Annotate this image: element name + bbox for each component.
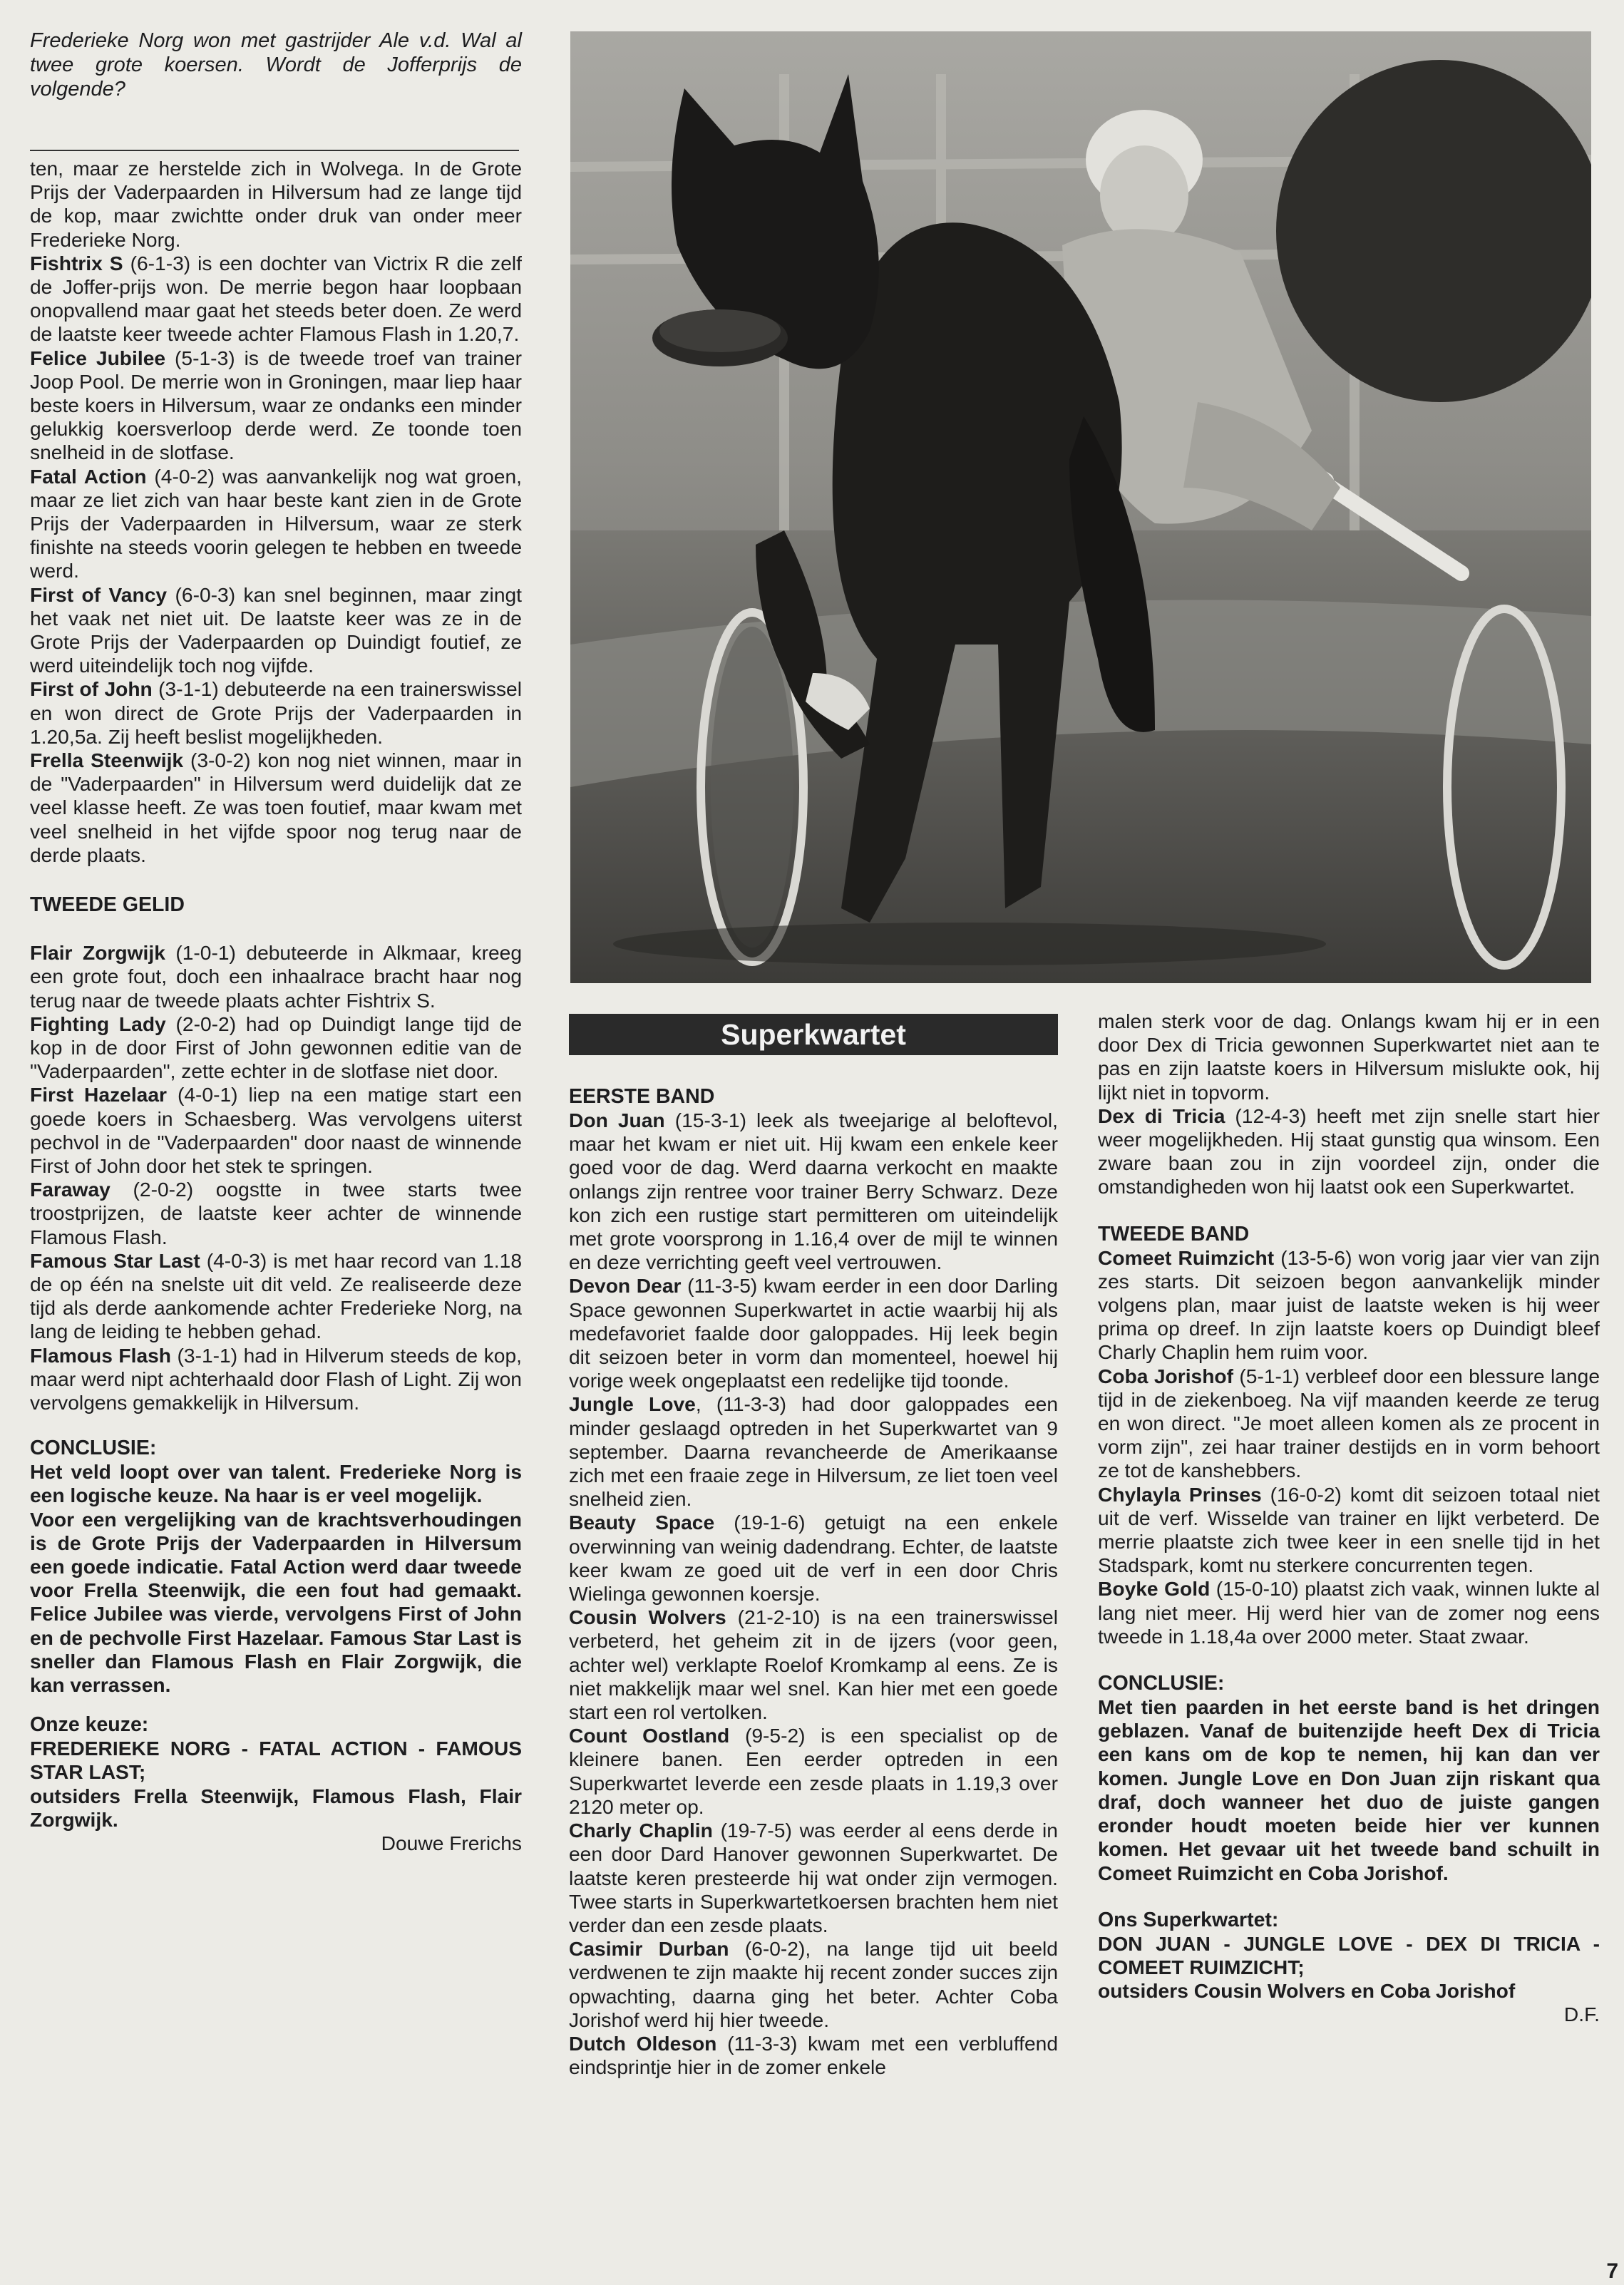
entry-fighting-lady xyxy=(30,1012,522,1084)
entry-name: Flamous Flash xyxy=(30,1343,172,1367)
entry-name: Frella Steenwijk xyxy=(30,749,184,772)
page-number: 7 xyxy=(1606,2259,1618,2283)
entry-boyke-gold xyxy=(1098,1577,1600,1648)
entry-name: Fatal Action xyxy=(30,464,147,488)
entry-name: Cousin Wolvers xyxy=(569,1606,726,1629)
entry-text: (3-1-1) debuteerde na een trainerswissel en won direct de Grote Prijs der Vaderpaarden in 1.20,5a. Zij heeft beslist mogelijkheden. xyxy=(30,677,522,748)
col1-intro: ten, maar ze herstelde zich in Wolvega. In de Grote Prijs der Vaderpaarden in Hilversum had ze lange tijd de kop, maar zwichtte onder druk van onder meer Frederieke Norg. xyxy=(30,157,522,251)
entry-first-of-vancy xyxy=(30,583,522,678)
column-2 xyxy=(569,1084,1058,2079)
author-signature-1: Douwe Frerichs xyxy=(381,1832,522,1854)
entry-text: , (11-3-3) had door galoppades een minder geslaagd optreden in het Superkwartet van 9 september. Daarna revancheerde de Amerikaanse zich met een fraaie zege in Hilversum, ze liet toen veel snelheid zien. xyxy=(569,1392,1058,1511)
entry-text: (2-0-2) oogstte in twee starts twee troostprijzen, de laatste keer achter de winnende Flamous Flash. xyxy=(30,1178,522,1248)
author-signature-2: D.F. xyxy=(1563,2003,1600,2026)
entry-text: (12-4-3) heeft met zijn snelle start hier weer mogelijkheden. Hij staat gunstig qua winsom. Een zware baan zou in zijn voordeel zijn, onder die omstandigheden won hij laatst ook een Superkwartet. xyxy=(1098,1104,1600,1198)
entry-name: Chylayla Prinses xyxy=(1098,1482,1262,1506)
conclusie-text-1b: Voor een vergelijking van de krachtsverhoudingen is de Grote Prijs der Vaderpaarden in Hilversum een goede indicatie. Fatal Action werd daar tweede voor Frella Steenwijk, die een fout had gemaakt. Felice Jubilee was vierde, vervolgens First of John en de pechvolle First Hazelaar. Famous Star Last is sneller dan Flamous Flash en Flair Zorgwijk, die kan verrassen. xyxy=(30,1507,522,1696)
entry-count-oostland xyxy=(569,1724,1058,1819)
caption-divider xyxy=(30,150,519,151)
entry-name: Famous Star Last xyxy=(30,1248,200,1272)
entry-text: (13-5-6) won vorig jaar vier van zijn zes starts. Dit seizoen begon aanvankelijk minder volgens plan, maar juist de laatste weken is hij weer prima op dreef. In zijn laatste koers op Duindigt bleef Charly Chaplin hem ruim voor. xyxy=(1098,1246,1600,1364)
entry-text: (19-7-5) was eerder al eens derde in een door Dard Hanover gewonnen Superkwartet. De laatste keren presteerde hij wat onder zijn vermogen. Twee starts in Superkwartetkoersen brachten hem niet verder dan een zesde plaats. xyxy=(569,1819,1058,1936)
entry-cousin-wolvers xyxy=(569,1606,1058,1724)
entry-text: (2-0-2) had op Duindigt lange tijd de kop in de door First of John gewonnen editie van de "Vaderpaarden", zette echter in de slotfase niet door. xyxy=(30,1012,522,1083)
keuze-heading-2: Ons Superkwartet: xyxy=(1098,1908,1279,1931)
keuze-outsiders-2: outsiders Cousin Wolvers en Coba Jorishof xyxy=(1098,1979,1516,2003)
entry-flamous-flash xyxy=(30,1344,522,1415)
entry-devon-dear xyxy=(569,1274,1058,1392)
entry-name: Felice Jubilee xyxy=(30,346,166,369)
conclusie-heading-2: CONCLUSIE: xyxy=(1098,1672,1225,1695)
entry-text: (11-3-5) kwam eerder in een door Darling Space gewonnen Superkwartet in actie waarbij hij als medefavoriet faalde door galoppades. Hij leek begin dit seizoen beter in vorm dan momenteel, hoewel hij vorige week ongeplaatst een redelijke tijd toonde. xyxy=(569,1274,1059,1392)
entry-name: Coba Jorishof xyxy=(1098,1364,1234,1387)
entry-name: Comeet Ruimzicht xyxy=(1098,1246,1275,1269)
entry-coba-jorishof xyxy=(1098,1365,1600,1483)
conclusie-heading-1: CONCLUSIE: xyxy=(30,1437,157,1460)
entry-text: (16-0-2) komt dit seizoen totaal niet uit de verf. Wisselde van trainer en lijkt verbeterd. De merrie plaatste zich twee keer in een snelle tijd in het Stadspark, komt nu sterkere concurrenten tegen. xyxy=(1098,1482,1600,1577)
entry-name: Boyke Gold xyxy=(1098,1577,1211,1601)
column-3 xyxy=(1098,1010,1600,2027)
conclusie-text-2: Met tien paarden in het eerste band is het dringen geblazen. Vanaf de buitenzijde heeft Dex di Tricia een kans om de kop te nemen, hij kan dan ver komen. Jungle Love en Don Juan zijn riskant qua draf, doch wanneer het duo de juiste gangen eronder houdt moeten beide hier ver kunnen komen. Het gevaar uit het tweede band schuilt in Comeet Ruimzicht en Coba Jorishof. xyxy=(1098,1695,1600,1884)
keuze-heading-1: Onze keuze: xyxy=(30,1713,149,1737)
column-1 xyxy=(30,157,522,1855)
entry-flair-zorgwijk xyxy=(30,941,522,1012)
entry-don-juan xyxy=(569,1109,1058,1274)
entry-text: (19-1-6) getuigt na een enkele overwinning van weinig dadendrang. Echter, de laatste keer kwam ze goed uit de verf in een door Chris Wielinga gewonnen koersje. xyxy=(569,1511,1058,1606)
entry-text: (6-1-3) is een dochter van Victrix R die zelf de Joffer-prijs won. De merrie begon haar loopbaan onopvallend maar gaat het steeds beter doen. Ze werd de laatste keer tweede achter Flamous Flash in 1.20,7. xyxy=(30,251,522,346)
entry-first-hazelaar xyxy=(30,1083,522,1178)
entry-name: Dutch Oldeson xyxy=(569,2031,717,2055)
entry-first-of-john xyxy=(30,677,522,749)
entry-text: (5-1-3) is de tweede troef van trainer Joop Pool. De merrie won in Groningen, maar liep haar beste koers in Hilversum, waar ze ondanks een minder gelukkig koersverloop derde werd. Ze toonde toen snelheid in de slotfase. xyxy=(30,346,522,464)
entry-text: (6-0-3) kan snel beginnen, maar zingt het vaak net niet uit. De laatste keer was ze in de Grote Prijs der Vaderpaarden op Duindigt foutief, ze werd uiteindelijk toch nog vijfde. xyxy=(30,582,523,677)
entry-famous-star-last xyxy=(30,1249,522,1344)
entry-fatal-action xyxy=(30,465,522,583)
entry-text: (4-0-3) is met haar record van 1.18 de op één na snelste uit dit veld. Ze realiseerde deze tijd als derde aankomende achter Frederieke Norg, na lang de leiding te hebben gehad. xyxy=(30,1248,522,1343)
entry-name: Fighting Lady xyxy=(30,1012,166,1035)
entry-name: Count Oostland xyxy=(569,1724,730,1747)
keuze-outsiders-1: outsiders Frella Steenwijk, Flamous Flash, Flair Zorgwijk. xyxy=(30,1784,522,1831)
entry-text: (3-1-1) had in Hilverum steeds de kop, maar werd nipt achterhaald door Flash of Light. Zij won vervolgens gemakkelijk in Hilversum. xyxy=(30,1343,522,1414)
col3-intro: malen sterk voor de dag. Onlangs kwam hij er in een door Dex di Tricia gewonnen Superkwartet niet aan te pas en zijn laatste koers in Hilversum mislukte ook, hij lijkt niet in topvorm. xyxy=(1098,1010,1600,1104)
entry-text: (15-0-10) plaatst zich vaak, winnen lukte al lang niet meer. Hij werd hier van de zomer nog eens tweede in 1.18,4a over 2000 meter. Staat zwaar. xyxy=(1098,1577,1600,1648)
entry-fishtrix-s xyxy=(30,252,522,346)
entry-name: Casimir Durban xyxy=(569,1937,729,1961)
entry-text: (4-0-1) liep na een matige start een goede koers in Schaesberg. Was vervolgens uiterst pechvol in de "Vaderpaarden" door naast de winnende First of John door het stek te springen. xyxy=(30,1083,522,1177)
entry-name: First of Vancy xyxy=(30,582,168,606)
entry-dex-di-tricia xyxy=(1098,1104,1600,1199)
keuze-picks-2: DON JUAN - JUNGLE LOVE - DEX DI TRICIA - COMEET RUIMZICHT; xyxy=(1098,1931,1600,1978)
entry-name: Beauty Space xyxy=(569,1511,715,1534)
entry-casimir-durban xyxy=(569,1937,1058,2032)
entry-text: (5-1-1) verbleef door een blessure lange tijd in de ziekenboeg. Na vijf maanden keerde ze terug en won direct. "Je moet alleen komen als ze procent in vorm zijn", zei haar trainer destijds en in vorm behoort ze tot de kanshebbers. xyxy=(1098,1364,1600,1482)
entry-text: (11-3-3) kwam met een verbluffend eindsprintje hier in de zomer enkele xyxy=(569,2031,1059,2079)
photo-image xyxy=(570,31,1591,983)
entry-name: Faraway xyxy=(30,1178,111,1201)
entry-name: First of John xyxy=(30,677,153,701)
entry-name: Don Juan xyxy=(569,1109,665,1131)
superkwartet-header: Superkwartet xyxy=(569,1014,1058,1055)
entry-text: (1-0-1) debuteerde in Alkmaar, kreeg een grote fout, doch een inhaalrace bracht haar nog terug naar de tweede plaats achter Fishtrix S. xyxy=(30,941,522,1012)
entry-name: Fishtrix S xyxy=(30,251,123,274)
entry-text: (4-0-2) was aanvankelijk nog wat groen, maar ze liet zich van haar beste kant zien in de Grote Prijs der Vaderpaarden in Hilversum, waar ze sterk finishte na steeds voorin gelegen te hebben en tweede werd. xyxy=(30,464,522,582)
entry-text: (21-2-10) is na een trainerswissel verbeterd, het geheim zit in de ijzers (voor geen, achter wel) verklapte Roelof Kromkamp al eens. Ze is niet makkelijk maar wel snel. Kan hier met een goede start een rol vertolken. xyxy=(569,1606,1058,1724)
section-heading-eerste-band: EERSTE BAND xyxy=(569,1085,715,1108)
entry-name: Devon Dear xyxy=(569,1274,682,1298)
entry-charly-chaplin xyxy=(569,1819,1058,1937)
entry-text: (3-0-2) kon nog niet winnen, maar in de "Vaderpaarden" in Hilversum werd duidelijk dat ze veel klasse heeft. Ze was toen foutief, maar kwam met veel snelheid in het vijfde spoor nog terug naar de derde plaats. xyxy=(30,749,523,866)
entry-comeet-ruimzicht xyxy=(1098,1246,1600,1365)
section-heading-tweede-gelid: TWEEDE GELID xyxy=(30,893,185,917)
entry-chylayla-prinses xyxy=(1098,1483,1600,1578)
entry-name: First Hazelaar xyxy=(30,1083,167,1106)
entry-dutch-oldeson xyxy=(569,2032,1058,2079)
entry-name: Jungle Love xyxy=(569,1392,696,1416)
entry-text: (9-5-2) is een specialist op de kleinere banen. Een eerder optreden in een Superkwartet leverde een zesde plaats in 1.19,3 over 2120 meter op. xyxy=(569,1724,1058,1818)
harness-racing-photo xyxy=(570,31,1591,983)
entry-frella-steenwijk xyxy=(30,749,522,867)
photo-caption: Frederieke Norg won met gastrijder Ale v.d. Wal al twee grote koersen. Wordt de Jofferprijs de volgende? xyxy=(30,29,522,101)
keuze-picks-1: FREDERIEKE NORG - FATAL ACTION - FAMOUS STAR LAST; xyxy=(30,1737,522,1784)
entry-text: (6-0-2), na lange tijd uit beeld verdwenen te zijn maakte hij recent zonder succes zijn opwachting, daarna ging het beter. Achter Coba Jorishof werd hij hier tweede. xyxy=(569,1937,1058,2031)
entry-faraway xyxy=(30,1178,522,1249)
entry-text: (15-3-1) leek als tweejarige al beloftevol, maar het kwam er niet uit. Hij kwam een enkele keer goed voor de dag. Werd daarna verkocht en maakte onlangs zijn rentree voor trainer Berry Schwarz. Deze kon zich een rustige start permitteren om uiteindelijk met grote voorsprong in 1.16,4 over de mijl te winnen en deze verrichting geeft veel vertrouwen. xyxy=(569,1109,1058,1274)
entry-name: Flair Zorgwijk xyxy=(30,941,165,965)
entry-felice-jubilee xyxy=(30,346,522,465)
entry-name: Charly Chaplin xyxy=(569,1819,713,1842)
section-heading-tweede-band: TWEEDE BAND xyxy=(1098,1222,1250,1246)
entry-jungle-love xyxy=(569,1392,1058,1511)
conclusie-text-1a: Het veld loopt over van talent. Frederieke Norg is een logische keuze. Na haar is er veel mogelijk. xyxy=(30,1460,522,1507)
entry-beauty-space xyxy=(569,1511,1058,1606)
entry-name: Dex di Tricia xyxy=(1098,1104,1225,1127)
